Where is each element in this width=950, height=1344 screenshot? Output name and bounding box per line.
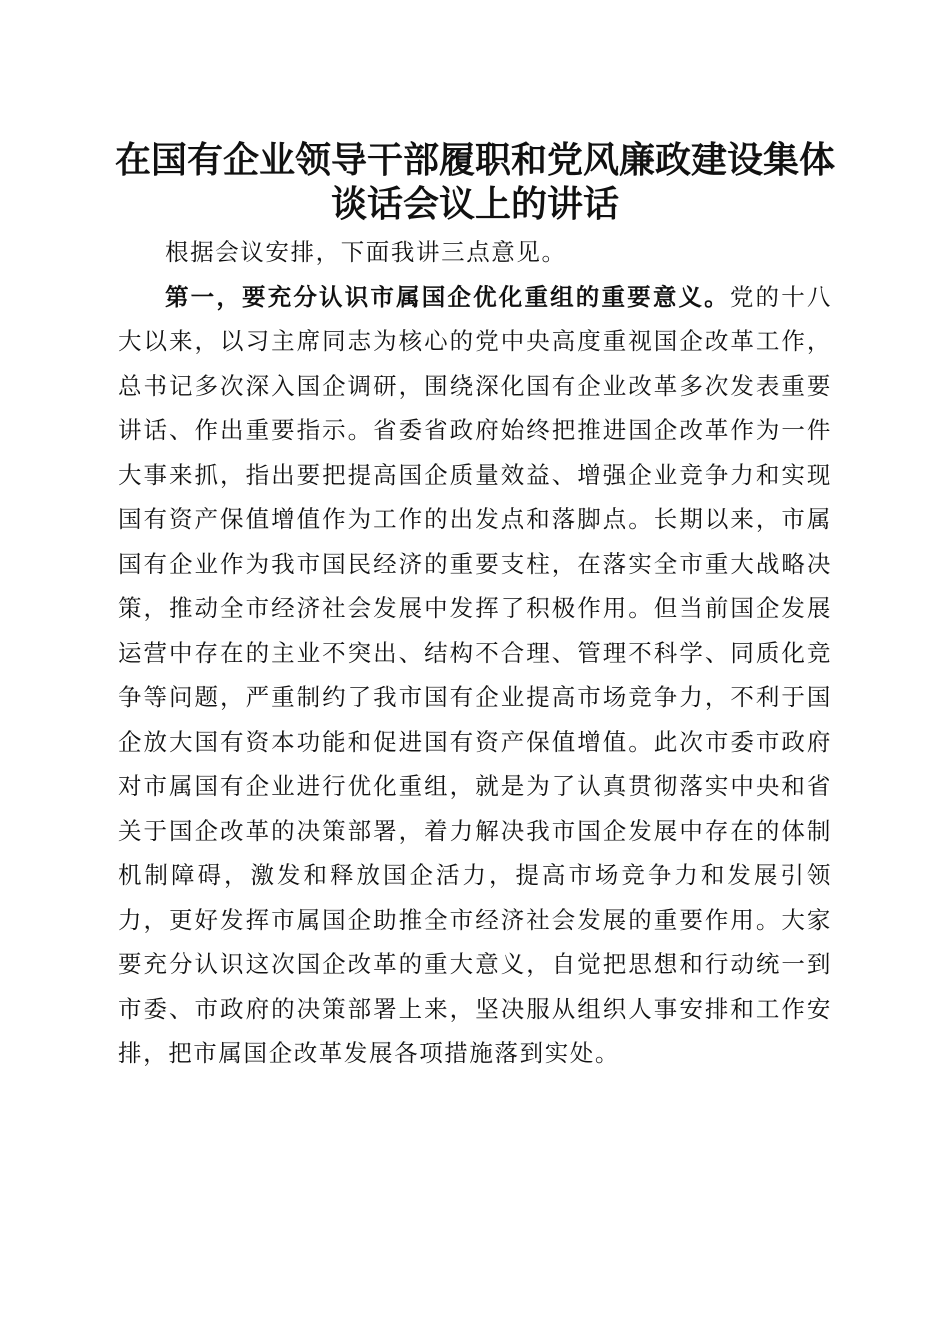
intro-paragraph: 根据会议安排，下面我讲三点意见。 xyxy=(165,238,567,266)
first-point-body: 党的十八大以来，以习主席同志为核心的党中央高度重视国企改革工作，总书记多次深入国企调研，围绕深化国有企业改革多次发表重要讲话、作出重要指示。省委省政府始终把推进国企改革作为一件大事来抓，指出要把提高国企质量效益、增强企业竞争力和实现国有资产保值增值作为工作的出发点和落脚点。长期以来，市属国有企业作为我市国民经济的重要支柱，在落实全市重大战略决策，推动全市经济社会发展中发挥了积极作用。但当前国企发展运营中存在的主业不突出、结构不合理、管理不科学、同质化竞争等问题，严重制约了我市国有企业提高市场竞争力，不利于国企放大国有资本功能和促进国有资产保值增值。此次市委市政府对市属国有企业进行优化重组，就是为了认真贯彻落实中央和省关于国企改革的决策部署，着力解决我市国企发展中存在的体制机制障碍，激发和释放国企活力，提高市场竞争力和发展引领力，更好发挥市属国企助推全市经济社会发展的重要作用。大家要充分认识这次国企改革的重大意义，自觉把思想和行动统一到市委、市政府的决策部署上来，坚决服从组织人事安排和工作安排，把市属国企改革发展各项措施落到实处。 xyxy=(118,282,833,1067)
first-point-paragraph xyxy=(118,275,832,1076)
document-body xyxy=(118,230,832,1076)
document-title-line-2: 谈话会议上的讲话 xyxy=(330,183,619,225)
document-title-line-1: 在国有企业领导干部履职和党风廉政建设集体 xyxy=(114,139,835,181)
first-point-heading: 第一，要充分认识市属国企优化重组的重要意义。 xyxy=(165,282,730,311)
